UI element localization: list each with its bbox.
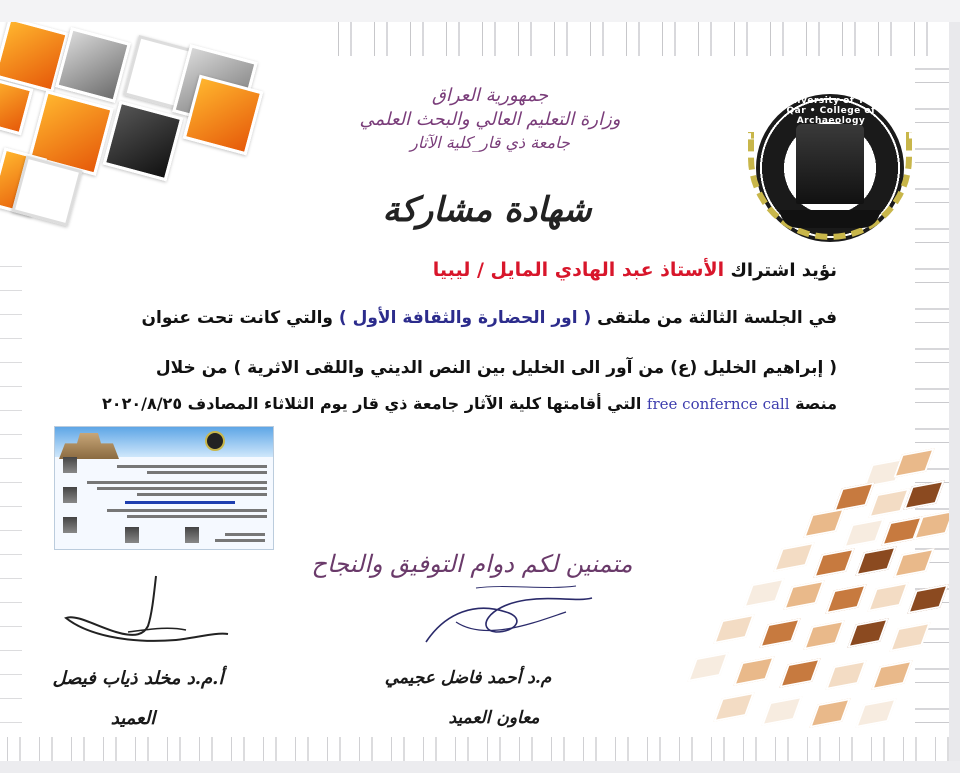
line3-suffix: من خلال [155,358,228,378]
country-line: جمهورية العراق [431,85,549,106]
body-line-3 [156,358,837,378]
body-line-2 [142,308,838,328]
line1-prefix: نؤيد اشتراك [730,260,837,281]
participant-name: الأستاذ عبد الهادي المايل / ليبيا [432,259,725,281]
tile-decoration [569,441,949,741]
calligraphy-border-top [330,22,949,56]
college-line: جامعة ذي قار_كلية الآثار [410,133,570,152]
line2-suffix: والتي كانت تحت عنوان [141,308,333,328]
topic-title: ( إبراهيم الخليل (ع) من آور الى الخليل بين النص الديني واللقى الاثرية ) [233,358,837,378]
certificate-title: شهادة مشاركة [382,190,592,230]
dean-name: أ.م.د مخلد ذياب فيصل [52,668,224,689]
emblem-figure [796,124,864,204]
line4-prefix: منصة [795,394,837,413]
body-line-1 [433,259,837,281]
assistant-dean-role: معاون العميد [448,708,540,728]
event-poster-thumbnail [54,426,274,550]
emblem-ribbon [780,210,880,228]
window-bottom-strip [0,761,960,773]
calligraphy-border-left [0,252,22,732]
emblem-text: University of Thi-Qar • College of Archaeology [782,96,880,126]
signature-mark [56,574,232,654]
wishes-text: متمنين لكم دوام التوفيق والنجاح [311,550,633,578]
ministry-line: وزارة التعليم العالي والبحث العلمي [359,109,621,130]
signature-mark [416,582,596,662]
window-top-strip [0,0,960,22]
cube-decoration [0,22,280,252]
ministry-header [340,84,640,154]
body-line-4 [102,394,837,413]
forum-name: ( اور الحضارة والثقافة الأول ) [338,308,592,328]
dean-role: العميد [110,708,156,729]
assistant-dean-name: م.د أحمد فاضل عجيمي [384,668,552,688]
cube-black [103,101,184,182]
platform-name: free confernce call [646,395,790,413]
window-right-strip [949,22,960,773]
line2-prefix: في الجلسة الثالثة من ملتقى [597,308,837,328]
certificate [0,22,949,761]
poster-logo-icon [205,431,225,451]
line4-suffix: التي أقامتها كلية الآثار جامعة ذي قار يوم الثلاثاء المصادف ٢٠٢٠/٨/٢٥ [102,394,642,413]
